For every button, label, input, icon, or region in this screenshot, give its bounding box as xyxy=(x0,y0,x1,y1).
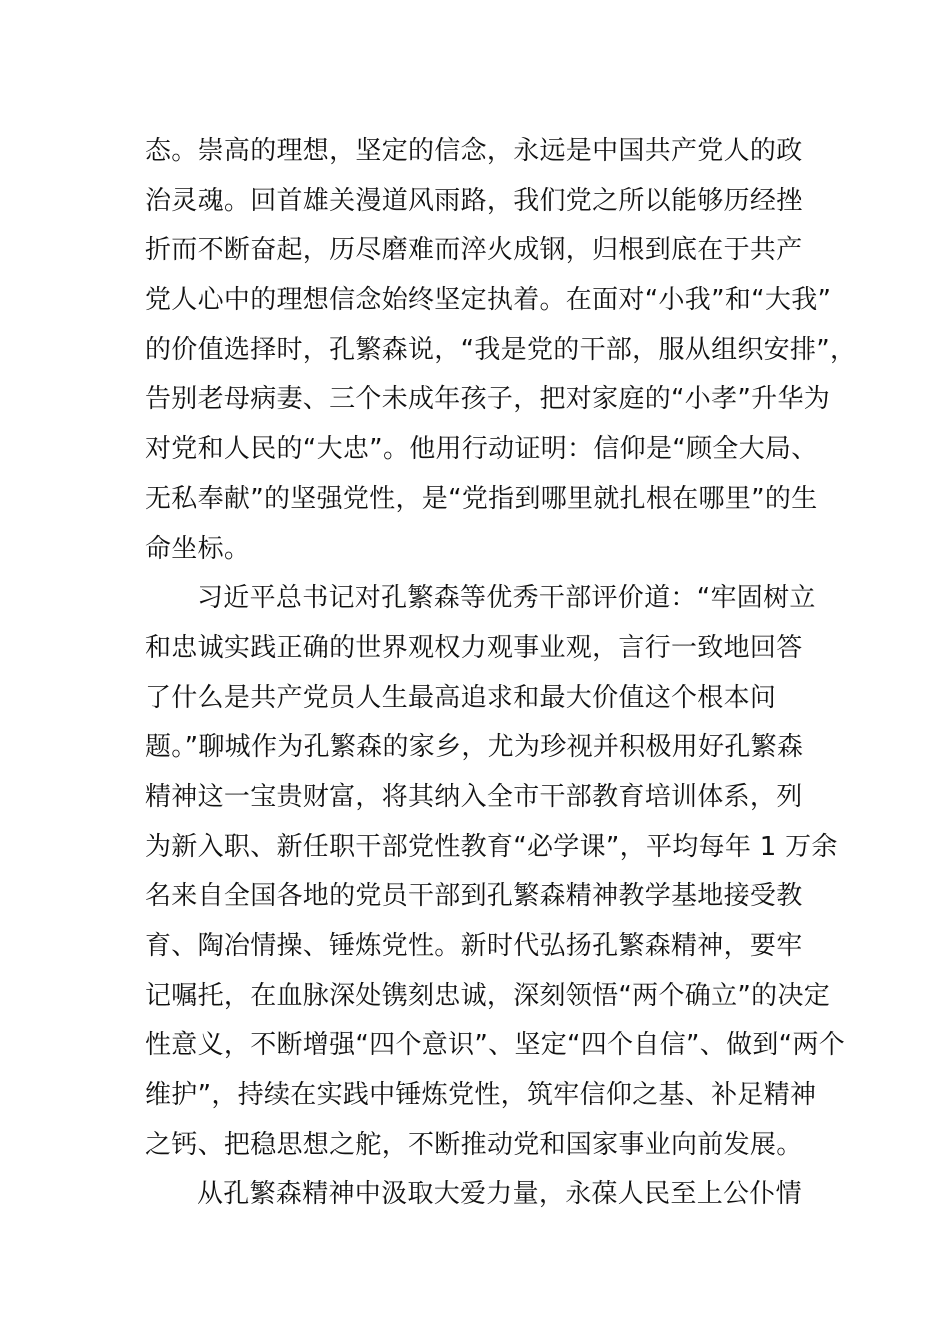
text-line: 育、陶冶情操、锤炼党性。新时代弘扬孔繁森精神，要牢 xyxy=(145,931,803,961)
text-line: 态。崇高的理想，坚定的信念，永远是中国共产党人的政 xyxy=(145,136,803,166)
text-line: 精神这一宝贵财富，将其纳入全市干部教育培训体系，列 xyxy=(145,781,803,812)
text-line: 之钙、把稳思想之舵，不断推动党和国家事业向前发展。 xyxy=(145,1129,803,1160)
paragraph-start-line: 从孔繁森精神中汲取大爱力量，永葆人民至上公仆情 xyxy=(197,1179,802,1210)
text-line: 命坐标。 xyxy=(145,533,251,564)
text-line: 无私奉献”的坚强党性，是“党指到哪里就扎根在哪里”的生 xyxy=(145,483,818,514)
text-line: 名来自全国各地的党员干部到孔繁森精神教学基地接受教 xyxy=(145,881,803,912)
text-line: 性意义，不断增强“四个意识”、坚定“四个自信”、做到“两个 xyxy=(145,1030,846,1061)
text-line: 的价值选择时，孔繁森说，“我是党的干部，服从组织安排”， xyxy=(145,334,857,365)
text-line: 题。”聊城作为孔繁森的家乡，尤为珍视并积极用好孔繁森 xyxy=(145,732,804,763)
text-line: 折而不断奋起，历尽磨难而淬火成钢，归根到底在于共产 xyxy=(145,235,803,266)
text-line: 党人心中的理想信念始终坚定执着。在面对“小我”和“大我” xyxy=(145,285,832,316)
body-text xyxy=(145,127,857,1220)
paragraph-start-line: 习近平总书记对孔繁森等优秀干部评价道：“牢固树立 xyxy=(197,583,816,614)
text-line: 对党和人民的“大忠”。他用行动证明：信仰是“顾全大局、 xyxy=(145,434,818,465)
text-line: 维护”，持续在实践中锤炼党性，筑牢信仰之基、补足精神 xyxy=(145,1080,817,1111)
text-line: 为新入职、新任职干部党性教育“必学课”，平均每年 1 万余 xyxy=(145,831,838,862)
text-line: 了什么是共产党员人生最高追求和最大价值这个根本问 xyxy=(145,682,777,713)
text-line: 和忠诚实践正确的世界观权力观事业观，言行一致地回答 xyxy=(145,632,803,663)
text-line: 治灵魂。回首雄关漫道风雨路，我们党之所以能够历经挫 xyxy=(145,185,803,216)
text-line: 告别老母病妻、三个未成年孩子，把对家庭的“小孝”升华为 xyxy=(145,384,831,415)
text-line: 记嘱托，在血脉深处镌刻忠诚，深刻领悟“两个确立”的决定 xyxy=(145,980,831,1011)
